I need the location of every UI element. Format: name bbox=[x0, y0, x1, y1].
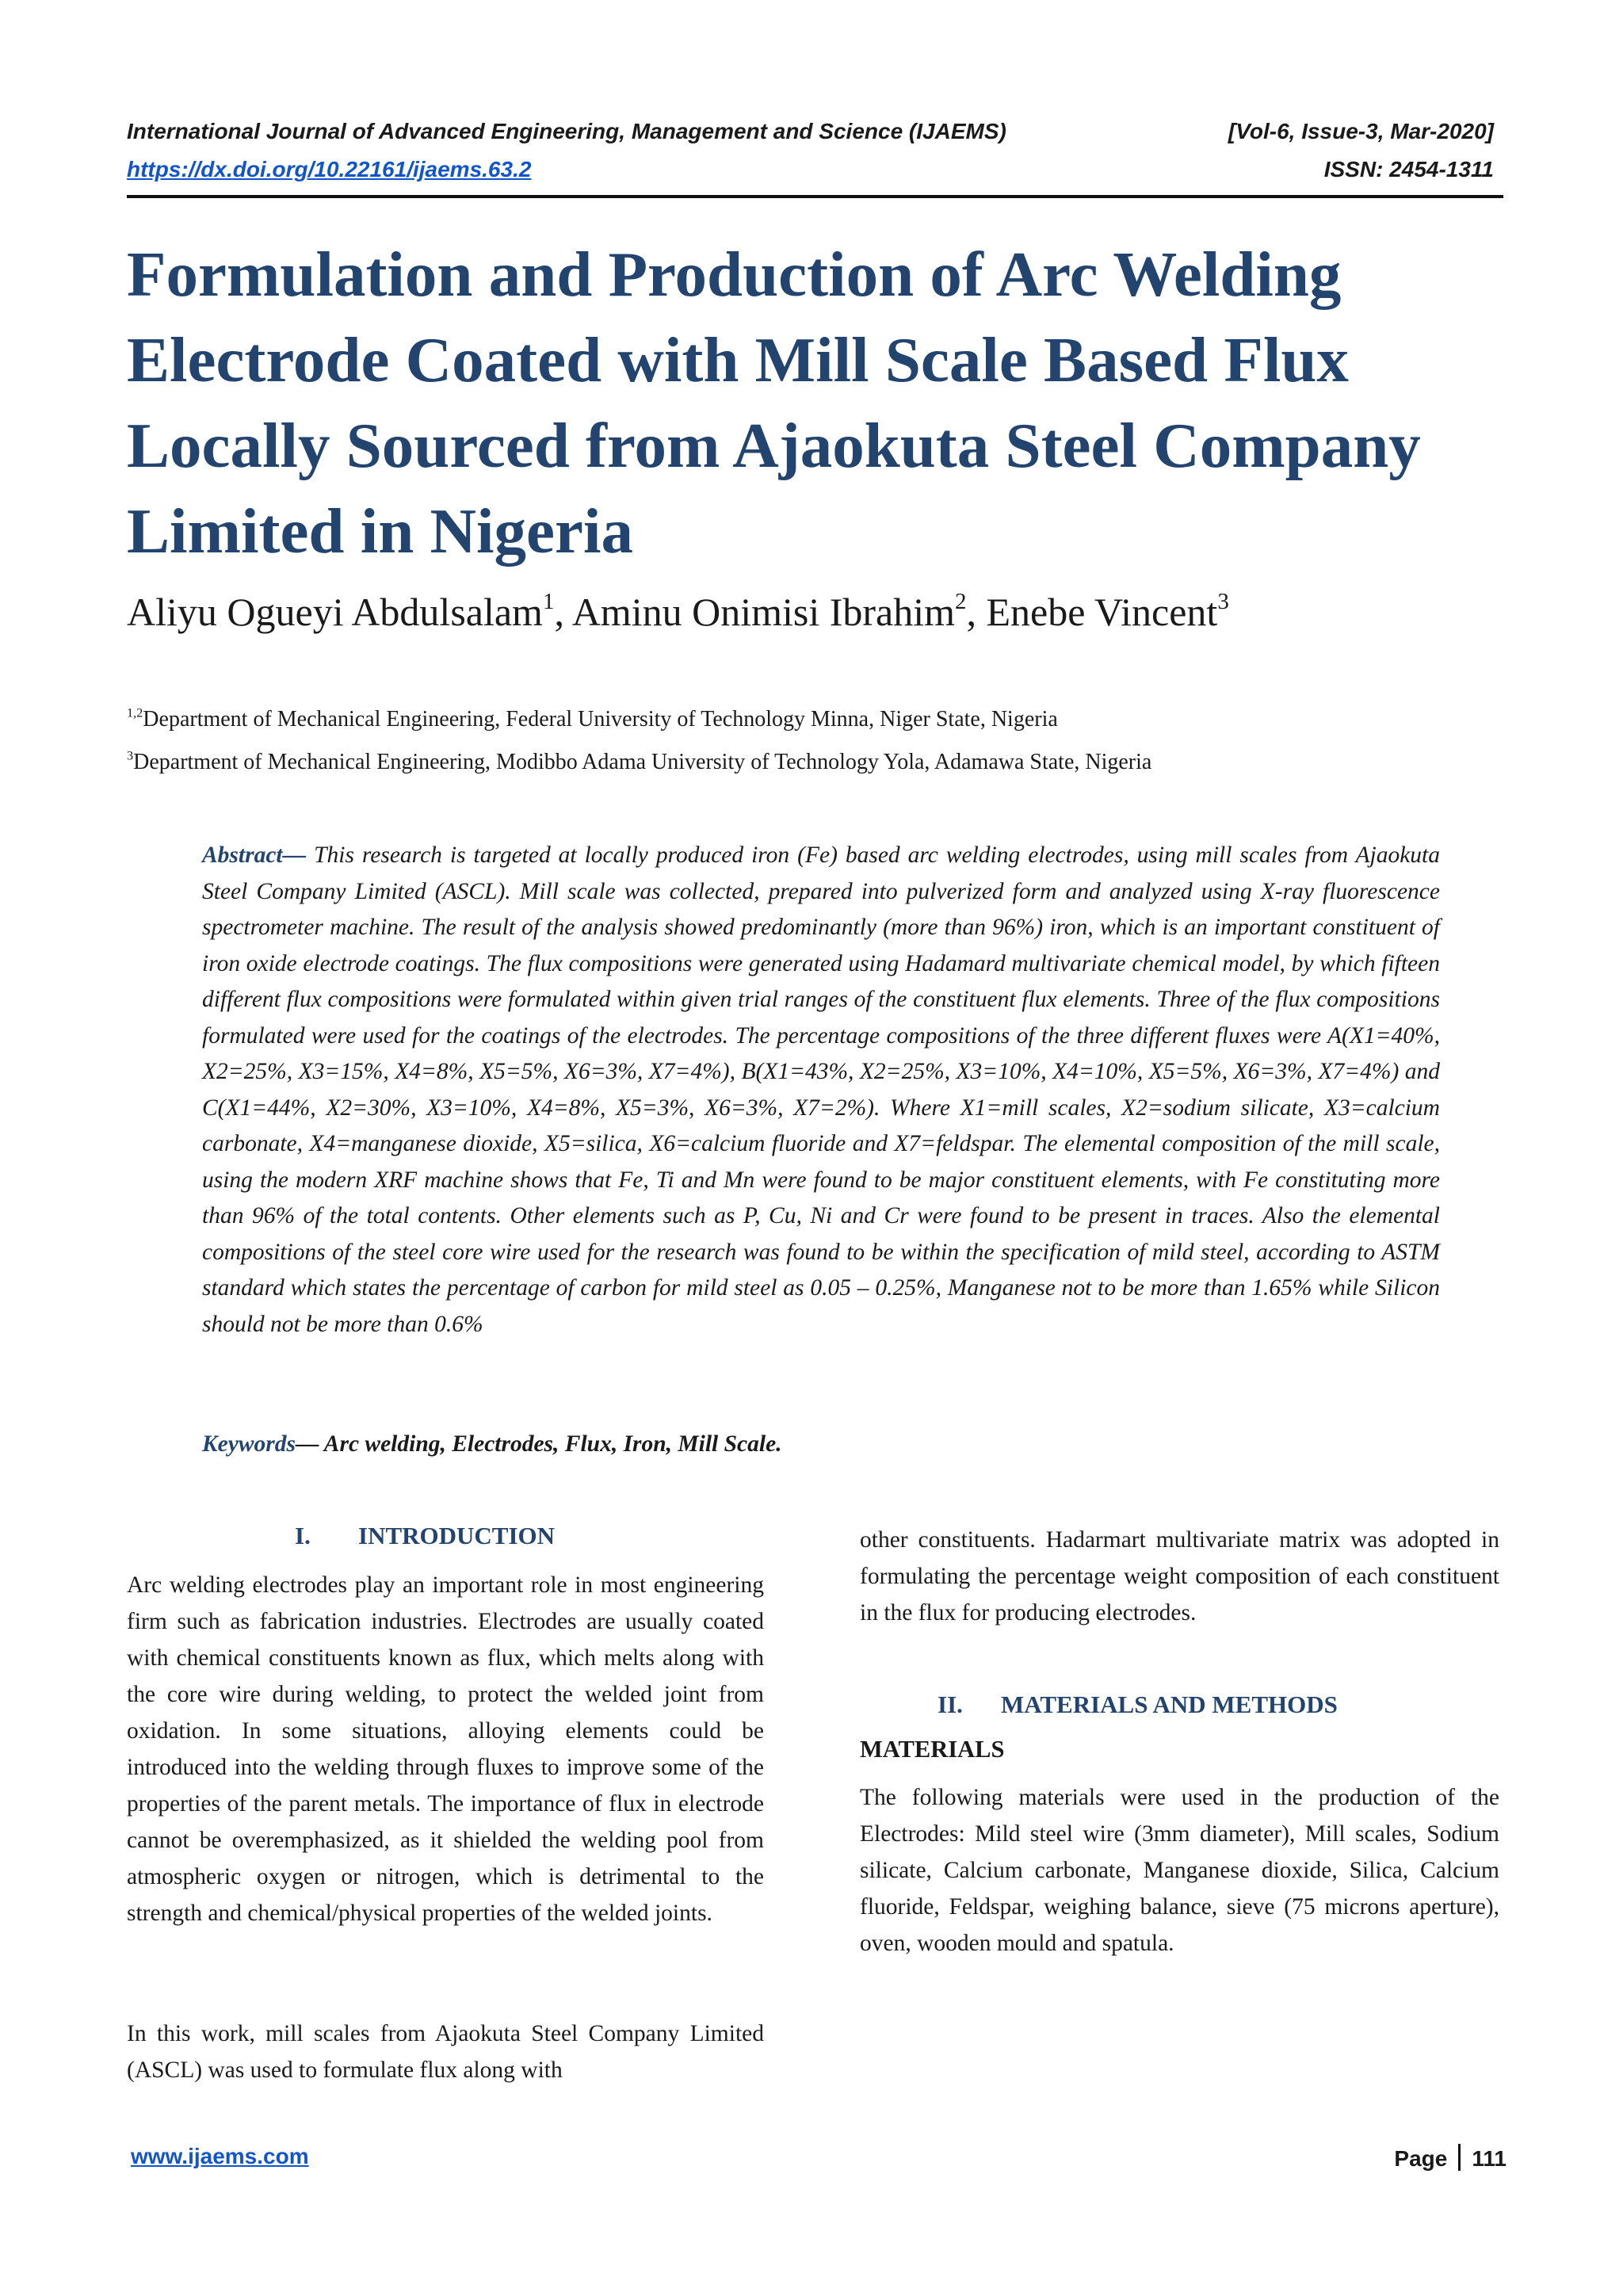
author-affiliation-mark: 1 bbox=[542, 589, 555, 615]
section-title: MATERIALS AND METHODS bbox=[1001, 1690, 1338, 1718]
affiliation bbox=[127, 705, 1058, 734]
paper-title: Formulation and Production of Arc Welding Electrode Coated with Mill Scale Based Flux Locally Sourced from Ajaokuta Steel Company Limited in Nigeria bbox=[127, 239, 1421, 567]
intro-paragraph: Arc welding electrodes play an important role in most engineering firm such as fabrication industries. Electrodes are usually coated with chemical constituents known as flux, which melts along with the core wire during welding, to protect the welded joint from oxidation. In some situations, alloying elements could be introduced into the welding through fluxes to improve some of the properties of the parent metals. The importance of flux in electrode cannot be overemphasized, as it shielded the welding pool from atmospheric oxygen or nitrogen, which is detrimental to the strength and chemical/physical properties of the welded joints. bbox=[127, 1572, 764, 1926]
author-separator: , bbox=[554, 590, 572, 634]
affiliation-mark: 1,2 bbox=[127, 705, 143, 720]
affiliation-text: Department of Mechanical Engineering, Federal University of Technology Minna, Niger State, Nigeria bbox=[143, 707, 1058, 732]
abstract-label: Abstract bbox=[202, 842, 283, 868]
section-number: II. bbox=[938, 1690, 963, 1718]
header-rule bbox=[127, 195, 1503, 198]
affiliation bbox=[127, 748, 1151, 777]
author-separator: , bbox=[966, 590, 987, 634]
author-affiliation-mark: 2 bbox=[955, 589, 967, 615]
subsection-heading-materials: MATERIALS bbox=[860, 1736, 1005, 1763]
volume-issue: [Vol-6, Issue-3, Mar-2020] bbox=[1228, 119, 1494, 143]
abstract-text: This research is targeted at locally produced iron (Fe) based arc welding electrodes, using mill scales from Ajaokuta Steel Company Limited (ASCL). Mill scale was collected, prepared into pulverized form and analyzed using X-ray fluorescence spectrometer machine. The result of the analysis showed predominantly (more than 96%) iron, which is an important constituent of iron oxide electrode coatings. The flux compositions were generated using Hadamard multivariate chemical model, by which fifteen different flux compositions were formulated within given trial ranges of the constituent flux elements. Three of the flux compositions formulated were used for the coatings of the electrodes. The percentage compositions of the three different fluxes were A(X1=40%, X2=25%, X3=15%, X4=8%, X5=5%, X6=3%, X7=4%), B(X1=43%, X2=25%, X3=10%, X4=10%, X5=5%, X6=3%, X7=4%) and C(X1=44%, X2=30%, X3=10%, X4=8%, X5=3%, X6=3%, X7=2%). Where X1=mill scales, X2=sodium silicate, X3=calcium carbonate, X4=manganese dioxide, X5=silica, X6=calcium fluoride and X7=feldspar. The elemental composition of the mill scale, using the modern XRF machine shows that Fe, Ti and Mn were found to be major constituent elements, with Fe constituting more than 96% of the total contents. Other elements such as P, Cu, Ni and Cr were found to be present in traces. Also the elemental compositions of the steel core wire used for the research was found to be within the specification of mild steel, according to ASTM standard which states the percentage of carbon for mild steel as 0.05 – 0.25%, Manganese not to be more than 1.65% while Silicon should not be more than 0.6% bbox=[202, 842, 1441, 1337]
section-title: INTRODUCTION bbox=[358, 1522, 556, 1549]
intro-paragraph: In this work, mill scales from Ajaokuta Steel Company Limited (ASCL) was used to formulate flux along with bbox=[127, 2021, 764, 2083]
keywords bbox=[202, 1427, 782, 1463]
journal-name: International Journal of Advanced Engineering, Management and Science (IJAEMS) bbox=[127, 119, 1006, 143]
page-label: Page bbox=[1394, 2146, 1448, 2171]
keywords-text: Arc welding, Electrodes, Flux, Iron, Mill Scale. bbox=[323, 1431, 782, 1457]
website-link[interactable]: www.ijaems.com bbox=[131, 2144, 309, 2168]
doi-link[interactable]: https://dx.doi.org/10.22161/ijaems.63.2 bbox=[127, 157, 532, 181]
section-heading-introduction bbox=[295, 1522, 555, 1550]
author-name: Enebe Vincent bbox=[986, 590, 1218, 634]
author-affiliation-mark: 3 bbox=[1217, 589, 1229, 615]
author-name: Aliyu Ogueyi Abdulsalam bbox=[127, 590, 543, 634]
affiliation-text: Department of Mechanical Engineering, Modibbo Adama University of Technology Yola, Adamawa State, Nigeria bbox=[133, 750, 1152, 774]
issn: ISSN: 2454-1311 bbox=[1323, 157, 1494, 181]
affiliation-mark: 3 bbox=[127, 748, 134, 763]
abstract bbox=[202, 838, 1440, 1343]
intro-paragraph-continued: other constituents. Hadarmart multivariate matrix was adopted in formulating the percentage weight composition of each constituent in the flux for producing electrodes. bbox=[860, 1527, 1499, 1626]
section-number: I. bbox=[295, 1522, 311, 1549]
author-name: Aminu Onimisi Ibrahim bbox=[571, 590, 956, 634]
page-divider bbox=[1458, 2144, 1461, 2171]
keywords-label: Keywords bbox=[202, 1431, 296, 1457]
abstract-dash: — bbox=[282, 842, 315, 868]
materials-paragraph: The following materials were used in the production of the Electrodes: Mild steel wire (3mm diameter), Mill scales, Sodium silicate, Calcium carbonate, Manganese dioxide, Silica, Calcium fluoride, Feldspar, weighing balance, sieve (75 microns aperture), oven, wooden mould and spatula. bbox=[860, 1785, 1499, 1956]
page-number bbox=[1394, 2144, 1507, 2172]
page-number-value: 111 bbox=[1472, 2146, 1507, 2171]
section-heading-materials-methods bbox=[938, 1690, 1338, 1719]
keywords-dash: — bbox=[296, 1431, 324, 1457]
author-list bbox=[127, 588, 1229, 636]
